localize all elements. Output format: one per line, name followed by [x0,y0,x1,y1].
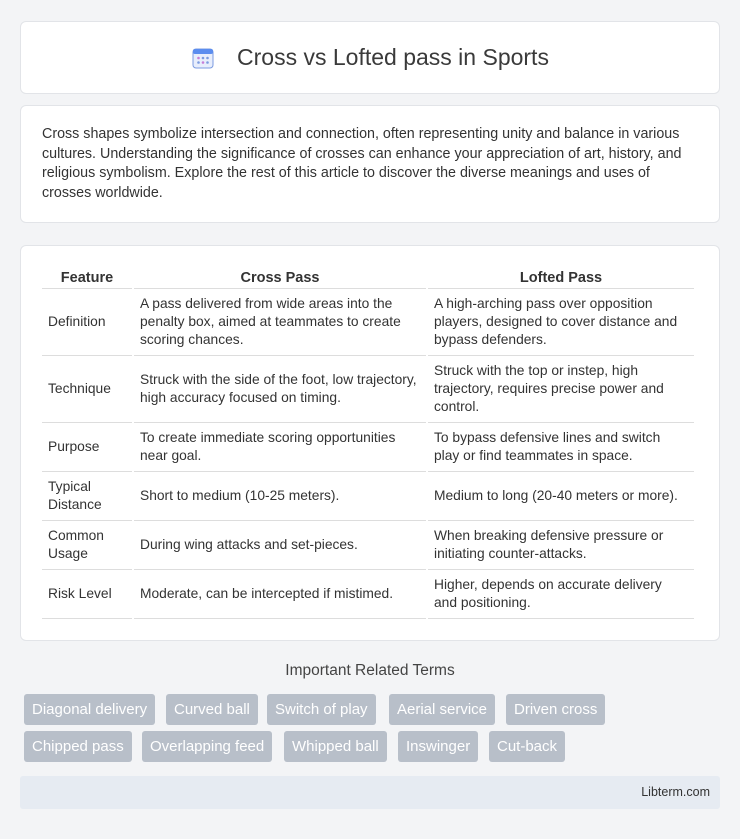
cross-cell: During wing attacks and set-pieces. [134,521,426,570]
header-lofted-pass: Lofted Pass [428,266,694,289]
feature-cell: Technique [42,356,132,423]
table-row [42,356,694,423]
cross-cell: Moderate, can be intercepted if mistimed. [134,570,426,619]
related-term-tag[interactable]: Chipped pass [24,731,132,762]
calendar-icon [191,46,215,70]
footer-site-link[interactable]: Libterm.com [641,785,710,799]
related-term-tag[interactable]: Cut-back [489,731,565,762]
related-terms-title: Important Related Terms [285,662,455,679]
table-row [42,570,694,619]
page-title: Cross vs Lofted pass in Sports [237,44,549,70]
cross-cell: To create immediate scoring opportunities near goal. [134,423,426,472]
related-term-tag[interactable]: Whipped ball [284,731,387,762]
table-row [42,289,694,356]
lofted-cell: To bypass defensive lines and switch play or find teammates in space. [428,423,694,472]
feature-cell: Risk Level [42,570,132,619]
footer [20,776,720,809]
cross-cell: A pass delivered from wide areas into the penalty box, aimed at teammates to create scoring chances. [134,289,426,356]
lofted-cell: Struck with the top or instep, high trajectory, requires precise power and control. [428,356,694,423]
header-feature: Feature [42,266,132,289]
table-row [42,472,694,521]
lofted-cell: Medium to long (20-40 meters or more). [428,472,694,521]
feature-cell: Definition [42,289,132,356]
lofted-cell: A high-arching pass over opposition players, designed to cover distance and bypass defenders. [428,289,694,356]
cross-cell: Short to medium (10-25 meters). [134,472,426,521]
related-term-tag[interactable]: Driven cross [506,694,605,725]
header-cross-pass: Cross Pass [134,266,426,289]
related-term-tag[interactable]: Switch of play [267,694,376,725]
related-term-tag[interactable]: Curved ball [166,694,258,725]
related-term-tag[interactable]: Inswinger [398,731,478,762]
lofted-cell: When breaking defensive pressure or initiating counter-attacks. [428,521,694,570]
related-term-tag[interactable]: Aerial service [389,694,495,725]
table-row [42,521,694,570]
intro-text: Cross shapes symbolize intersection and connection, often representing unity and balance in various cultures. Understanding the significance of crosses can enhance your appreciation of art, history, and religious symbolism. Explore the rest of this article to discover the diverse meanings and uses of crosses worldwide. [42,126,682,201]
feature-cell: Purpose [42,423,132,472]
related-term-tag[interactable]: Diagonal delivery [24,694,155,725]
table-header-row [42,266,694,289]
lofted-cell: Higher, depends on accurate delivery and positioning. [428,570,694,619]
cross-cell: Struck with the side of the foot, low trajectory, high accuracy focused on timing. [134,356,426,423]
comparison-card [20,245,720,641]
feature-cell: Typical Distance [42,472,132,521]
related-term-tag[interactable]: Overlapping feed [142,731,272,762]
table-row [42,423,694,472]
title-card [20,21,720,94]
intro-card [20,105,720,223]
feature-cell: Common Usage [42,521,132,570]
comparison-table [40,266,696,619]
